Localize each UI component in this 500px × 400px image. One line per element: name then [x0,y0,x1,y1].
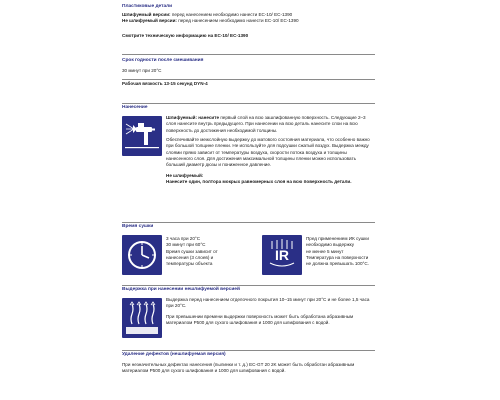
defects-text: При незначительных дефектах нанесения (пылинки и т. д.) EC-GT 20 2K может быть обработан абразивным материалом P500 для сухого шлифования и 1000 для шлифования с водой. [122,361,355,373]
potlife-section [122,58,382,74]
infrared-label: IR [275,247,289,263]
hold-text [166,297,371,329]
infrared-icon [262,235,302,275]
divider [122,222,375,223]
ir-line: Температура на поверхности [306,254,369,260]
plastic-line-2 [122,18,382,24]
drying-line: температуры объекта [166,261,213,267]
ir-line: необходимо выдержку [306,242,355,248]
tech-info-note: Смотрите техническую информацию на EC-10/ EC-1390 [122,33,249,39]
application-title: Нанесение [122,105,148,110]
divider [122,103,375,104]
drying-line: 3 часа при 20°C [166,236,201,241]
plastic-parts-section [122,4,382,40]
potlife-heading: Срок годности после смешивания [122,58,204,63]
spray-gun-icon [122,116,162,156]
divider [122,285,375,286]
hold-para-2: При превышении времени выдержки поверхность может быть обработана абразивным материалом P500 для сухого шлифования и 1000 для шлифования с водой. [166,313,354,325]
clock-icon [122,235,162,275]
application-para-1 [166,115,371,134]
non-sandable-text: Нанесите один, полтора мокрых равномерных слоя на всю поверхность детали. [166,178,352,184]
divider [122,54,375,55]
ir-line: не должна превышать 100°C. [306,261,369,267]
drying-line: Время сушки зависит от [166,248,218,254]
plastic-line-2-text: перед нанесением необходимо нанести EC-10/ EC-1390 [176,17,299,23]
non-sandable-label: Не шлифуемый: [166,172,204,178]
application-para-2: Обеспечивайте межслойную выдержку до матового состояния материала, что особенно важно при большой толщине пленки. Не используйте для подсушки сжатый воздух. Выдержка между слоями прямо зависит от температуры воздуха, скорости потока воздуха и толщины нанесенного слоя. Для достижения максимальной толщины пленки можно использовать больший диаметр дюзы и пониженное давление. [166,136,370,168]
plastic-line-1-label: Шлифуемый версии: [122,11,171,17]
divider [122,79,375,80]
defects-heading: Удаление дефектов (нешлифуемая версия) [122,352,226,357]
defects-section [122,352,377,374]
ir-line: не менее 5 минут [306,248,344,254]
ir-line: Пред применением ИК сушки [306,236,369,241]
plastic-line-1-text: перед нанесением необходимо нанести EC-10/ EC-1390 [170,11,293,17]
divider [122,350,375,351]
hold-para-1: Выдержка перед нанесением отделочного покрытия 10–15 минут при 20°C и не более 1,5 часа при 20°C. [166,297,370,309]
application-para-1-label: Шлифуемый: нанесите [166,115,220,120]
drying-line: 30 минут при 60°C [166,242,206,248]
viscosity-note: Рабочая вязкость 13-15 секунд DYN-4 [122,81,208,86]
plastic-heading: Пластиковые детали [122,4,173,9]
drying-title: Время сушки [122,224,154,229]
application-text [166,115,371,187]
ir-drying-conditions [306,236,376,268]
drying-line: нанесения (3 слоев) и [166,254,214,260]
application-para-1-text: первый слой на всю зашлифованную поверхность. Следующие 2–3 слоя нанесите внутрь предыдущего. При нанесении на всю деталь нанесите слои на всю поверхность до достижения необходимой толщины. [166,115,366,133]
drying-conditions [166,236,261,268]
heat-waves-icon [122,298,162,338]
potlife-value: 30 минут при 20°C [122,67,162,73]
hold-title: Выдержка при нанесении нешлифуемой версией [122,287,240,292]
plastic-line-2-label: Не шлифуемый версии: [122,17,177,23]
